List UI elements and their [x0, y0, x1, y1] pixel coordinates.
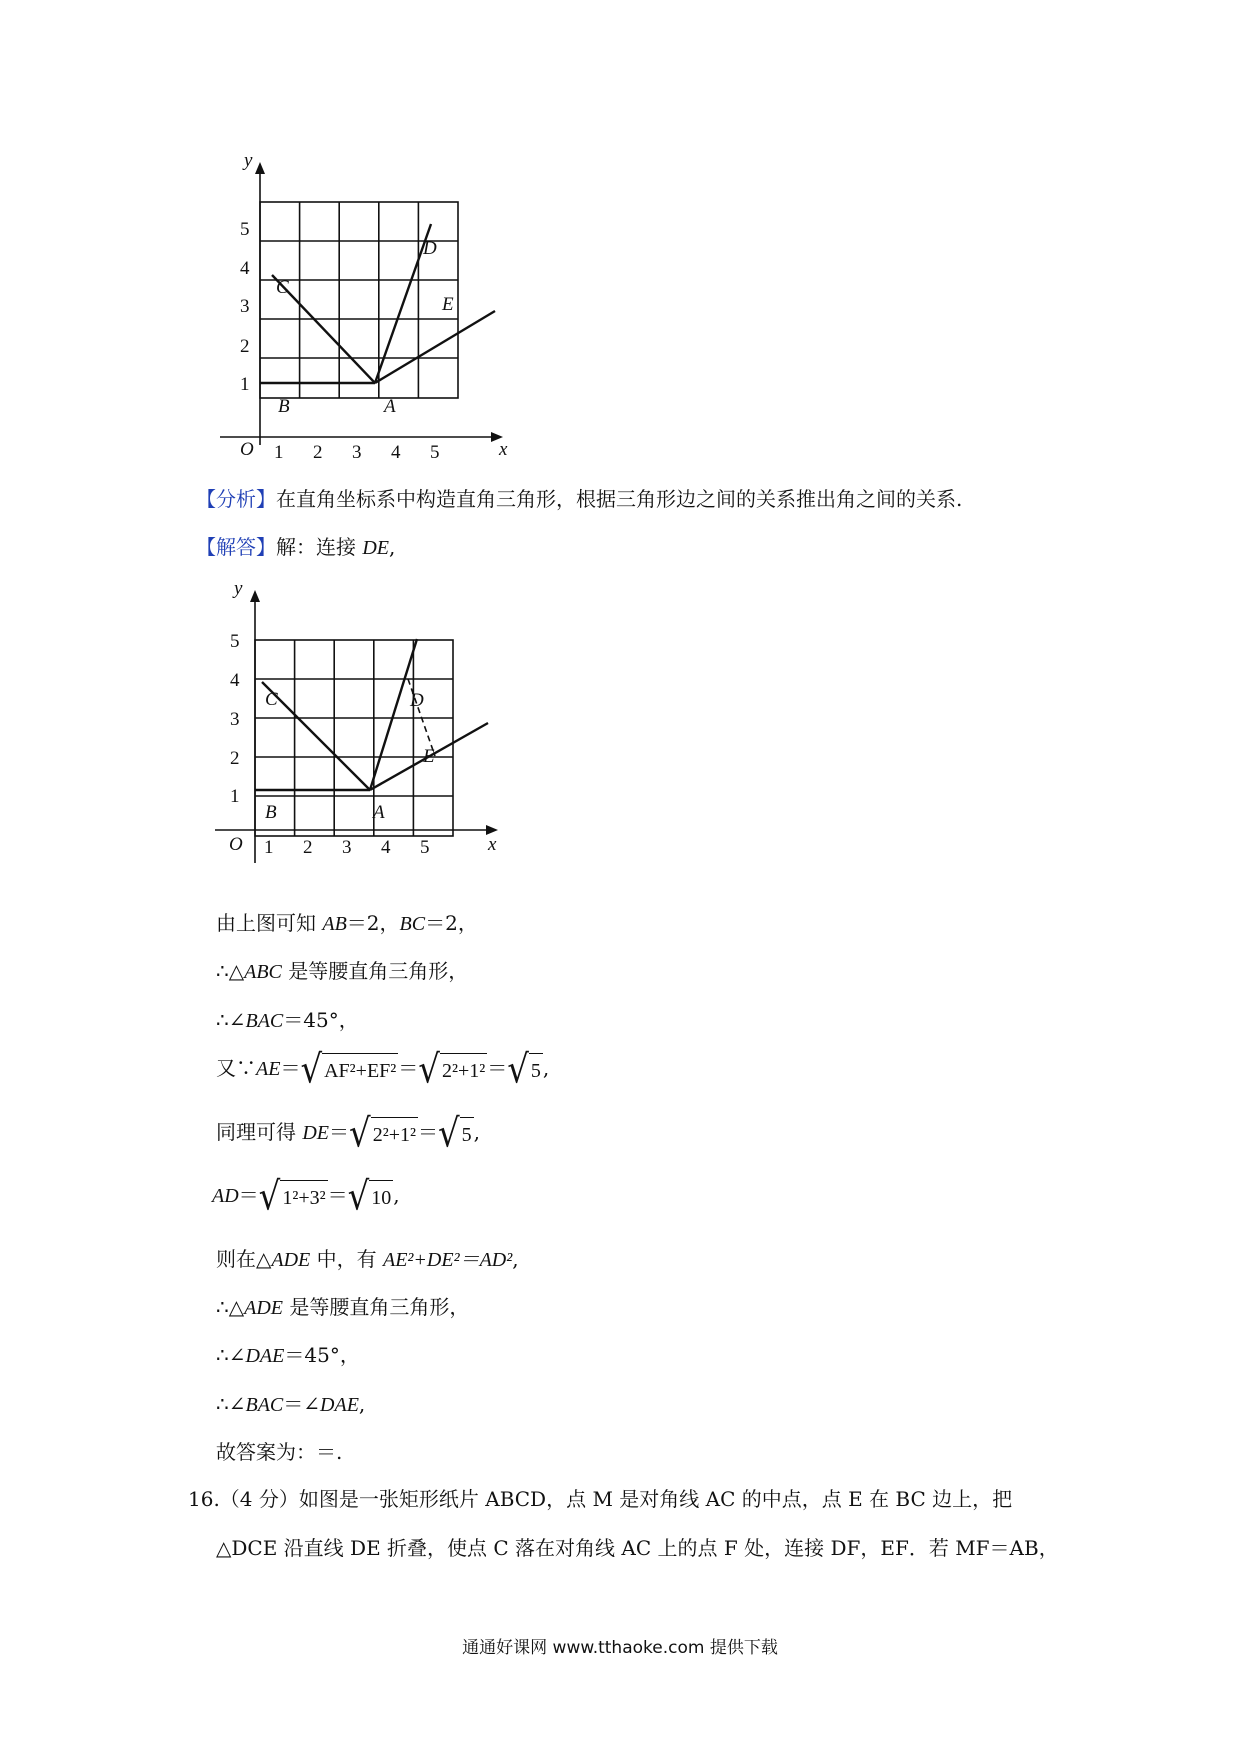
equation: AE²+DE²＝AD²	[383, 1249, 513, 1271]
solution-line-8	[216, 1292, 469, 1323]
point-label-e: E	[423, 746, 435, 767]
origin-label: O	[240, 439, 254, 460]
point-label-a: A	[373, 802, 385, 823]
answer-line	[196, 532, 395, 563]
x-tick: 5	[430, 442, 440, 463]
y-axis-label: y	[234, 578, 243, 599]
text: 同理可得	[216, 1120, 303, 1144]
y-tick: 2	[230, 748, 240, 769]
y-tick: 4	[240, 258, 250, 279]
solution-line-7	[216, 1244, 519, 1275]
sqrt-expression: √ 1²+3²	[258, 1173, 326, 1220]
x-tick: 5	[420, 837, 430, 858]
answer-var: DE	[362, 537, 390, 559]
radicand: 5	[529, 1053, 543, 1086]
y-axis-label: y	[244, 150, 253, 171]
var: AD	[212, 1185, 239, 1207]
solution-line-4	[216, 1046, 550, 1093]
var: DAE	[245, 1345, 285, 1367]
text: 中，有	[310, 1247, 383, 1271]
sqrt-expression: √ 5	[507, 1046, 541, 1093]
text: ,	[542, 1056, 550, 1080]
var: DE	[302, 1122, 330, 1144]
x-tick: 4	[391, 442, 401, 463]
text: ＝2，	[425, 911, 478, 935]
var: ABC	[244, 961, 282, 983]
var: ADE	[244, 1297, 283, 1319]
text: ∴△	[216, 959, 245, 983]
text: 由上图可知	[216, 911, 323, 935]
solution-line-9	[216, 1340, 360, 1371]
text: ∴∠	[216, 1008, 246, 1032]
var: AB	[322, 913, 347, 935]
text: 则在△	[216, 1247, 272, 1271]
text: ,	[358, 1392, 366, 1416]
solution-line-10	[216, 1389, 365, 1420]
solution-line-3	[216, 1005, 359, 1036]
y-tick: 3	[230, 709, 240, 730]
text: ＝	[280, 1056, 301, 1080]
question-16-line-1	[188, 1484, 1012, 1514]
text: ＝	[487, 1056, 508, 1080]
point-label-e: E	[442, 294, 454, 315]
answer-text: 解：连接	[276, 535, 363, 559]
radicand: 5	[460, 1117, 474, 1150]
sqrt-expression: √ 5	[437, 1110, 472, 1157]
text: ＝	[329, 1120, 350, 1144]
text: ＝45°，	[283, 1008, 359, 1032]
x-tick: 1	[264, 837, 274, 858]
sqrt-expression: √ AF²+EF²	[300, 1046, 397, 1093]
solution-line-11	[216, 1437, 342, 1467]
grid-graph-1	[210, 150, 508, 463]
analysis-line	[196, 484, 962, 514]
x-tick: 1	[274, 442, 284, 463]
x-axis-label: x	[499, 439, 508, 460]
question-text: △DCE 沿直线 DE 折叠，使点 C 落在对角线 AC 上的点 F 处，连接 DF，EF．若 MF＝AB，	[216, 1536, 1059, 1560]
var: ADE	[271, 1249, 311, 1271]
point-label-b: B	[278, 396, 290, 417]
x-tick: 2	[303, 837, 313, 858]
var: BAC	[245, 1394, 284, 1416]
x-tick: 4	[381, 837, 391, 858]
solution-line-6	[212, 1173, 400, 1220]
text: 又∵	[216, 1056, 256, 1080]
radicand: AF²+EF²	[322, 1053, 398, 1086]
radicand: 2²+1²	[440, 1053, 487, 1086]
page-footer: 通通好课网 www.tthaoke.com 提供下载	[462, 1638, 778, 1658]
y-tick: 4	[230, 670, 240, 691]
coordinate-figure-1	[210, 150, 508, 463]
var: DAE	[320, 1394, 359, 1416]
x-tick: 3	[342, 837, 352, 858]
origin-label: O	[229, 834, 243, 855]
solution-line-5	[216, 1110, 481, 1157]
point-label-a: A	[384, 396, 396, 417]
text: ∴∠	[216, 1343, 246, 1367]
text: ,	[512, 1247, 519, 1271]
solution-line-1	[216, 908, 478, 939]
answer-text-end: ,	[389, 535, 396, 559]
y-tick: 5	[240, 219, 250, 240]
text: 是等腰直角三角形，	[281, 959, 469, 983]
text: ,	[393, 1183, 400, 1207]
var: BAC	[245, 1010, 284, 1032]
point-label-b: B	[265, 802, 277, 823]
point-label-d: D	[423, 238, 437, 259]
y-tick: 1	[240, 374, 250, 395]
analysis-tag: 【分析】	[196, 487, 276, 511]
grid-graph-2	[205, 578, 495, 888]
x-tick: 3	[352, 442, 362, 463]
text: ∴△	[216, 1295, 245, 1319]
point-label-c: C	[276, 277, 289, 298]
x-axis-label: x	[488, 834, 497, 855]
text: ＝	[238, 1183, 259, 1207]
radicand: 1²+3²	[280, 1180, 327, 1213]
y-tick: 5	[230, 631, 240, 652]
text: ＝∠	[283, 1392, 321, 1416]
sqrt-expression: √ 10	[347, 1173, 392, 1220]
var: BC	[399, 913, 426, 935]
answer-tag: 【解答】	[196, 535, 276, 559]
y-tick: 1	[230, 786, 240, 807]
coordinate-figure-2	[205, 578, 495, 888]
text: ＝	[417, 1120, 438, 1144]
text: ,	[473, 1120, 481, 1144]
point-label-c: C	[265, 689, 278, 710]
radicand: 10	[369, 1180, 393, 1213]
radicand: 2²+1²	[371, 1117, 418, 1150]
y-tick: 3	[240, 296, 250, 317]
sqrt-expression: √ 2²+1²	[418, 1046, 486, 1093]
text: ＝	[327, 1183, 348, 1207]
text: 是等腰直角三角形，	[283, 1295, 470, 1319]
point-label-d: D	[410, 690, 424, 711]
var: AE	[256, 1058, 281, 1080]
text: ＝2，	[346, 911, 400, 935]
text: ∴∠	[216, 1392, 246, 1416]
y-tick: 2	[240, 336, 250, 357]
sqrt-expression: √ 2²+1²	[349, 1110, 416, 1157]
text: ＝45°，	[284, 1343, 360, 1367]
solution-line-2	[216, 956, 468, 987]
question-16-line-2	[216, 1533, 1059, 1563]
analysis-text: 在直角坐标系中构造直角三角形，根据三角形边之间的关系推出角之间的关系.	[276, 487, 963, 511]
x-tick: 2	[313, 442, 323, 463]
question-text: 16.（4 分）如图是一张矩形纸片 ABCD，点 M 是对角线 AC 的中点，点 E 在 BC 边上，把	[188, 1487, 1013, 1511]
text: ＝	[398, 1056, 419, 1080]
text: 故答案为：＝.	[216, 1440, 343, 1464]
